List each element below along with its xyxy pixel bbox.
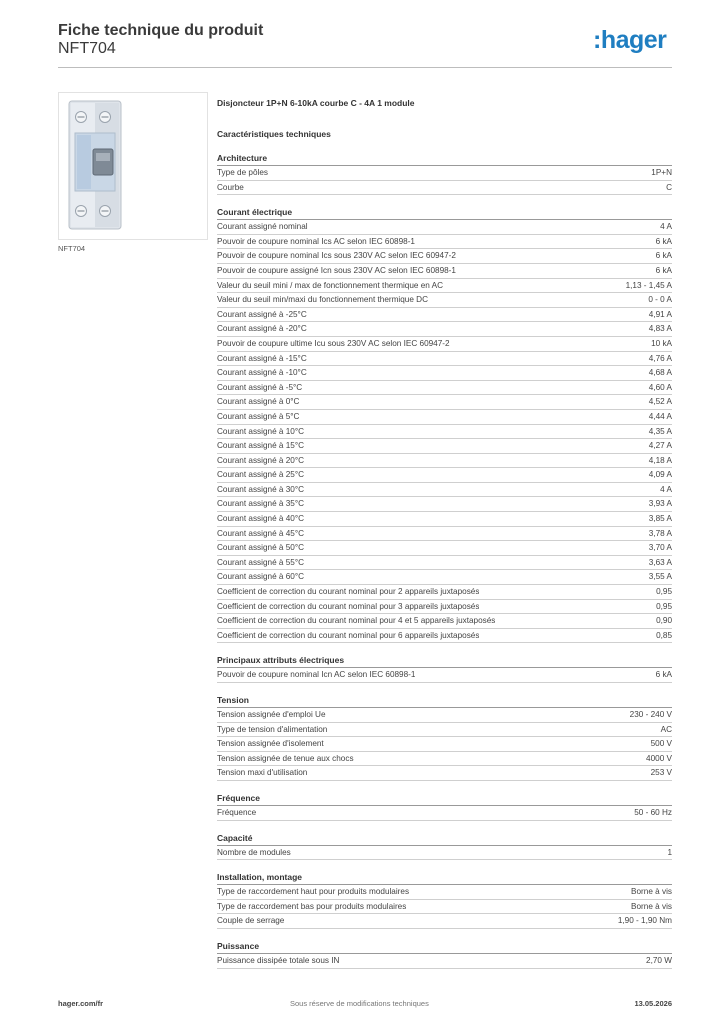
spec-value: Borne à vis: [631, 901, 672, 911]
spec-value: 4,91 A: [648, 309, 672, 319]
spec-value: 1,13 - 1,45 A: [625, 280, 672, 290]
spec-row: [217, 614, 672, 629]
spec-row: [217, 900, 672, 915]
spec-row: [217, 425, 672, 440]
spec-row: [217, 366, 672, 381]
spec-section: [217, 151, 672, 195]
spec-value: 2,70 W: [646, 955, 672, 965]
spec-label: Courant assigné à 25°C: [217, 470, 305, 480]
spec-row: [217, 541, 672, 556]
spec-section: [217, 791, 672, 821]
section-title: Architecture: [217, 151, 672, 166]
spec-value: 4000 V: [646, 753, 672, 763]
spec-value: 3,78 A: [648, 528, 672, 538]
page-title: Fiche technique du produit: [58, 22, 264, 39]
spec-row: [217, 668, 672, 683]
spec-row: [217, 337, 672, 352]
spec-value: 4,76 A: [648, 353, 672, 363]
spec-row: [217, 483, 672, 498]
spec-row: [217, 235, 672, 250]
spec-row: [217, 600, 672, 615]
spec-value: 4,27 A: [648, 441, 672, 451]
spec-label: Courant assigné à -20°C: [217, 324, 307, 334]
spec-label: Courant assigné à 55°C: [217, 557, 305, 567]
spec-row: [217, 914, 672, 929]
section-title: Courant électrique: [217, 205, 672, 220]
spec-label: Tension assignée d'emploi Ue: [217, 710, 326, 719]
spec-label: Courant assigné à 45°C: [217, 528, 305, 538]
spec-label: Type de raccordement haut pour produits modulaires: [217, 887, 410, 897]
product-title: Disjoncteur 1P+N 6-10kA courbe C - 4A 1 module: [217, 98, 415, 108]
characteristics-heading: Caractéristiques techniques: [217, 129, 331, 139]
spec-row: [217, 556, 672, 571]
spec-row: [217, 527, 672, 542]
spec-row: [217, 629, 672, 644]
footer-disclaimer: Sous réserve de modifications techniques: [290, 999, 429, 1008]
spec-value: 0,85: [656, 630, 672, 640]
spec-value: AC: [660, 724, 672, 734]
spec-label: Courant assigné à 30°C: [217, 484, 305, 494]
spec-value: 3,70 A: [648, 543, 672, 553]
spec-value: 1,90 - 1,90 Nm: [617, 916, 672, 926]
spec-row: [217, 181, 672, 196]
spec-value: 6 kA: [655, 236, 672, 246]
spec-value: 0,95: [656, 601, 672, 611]
spec-value: 6 kA: [655, 670, 672, 680]
spec-label: Coefficient de correction du courant nominal pour 3 appareils juxtaposés: [217, 601, 480, 611]
spec-row: [217, 454, 672, 469]
spec-label: Valeur du seuil mini / max de fonctionnement thermique en AC: [217, 280, 444, 290]
spec-value: 3,55 A: [648, 572, 672, 582]
section-title: Tension: [217, 693, 672, 708]
spec-row: [217, 249, 672, 264]
spec-label: Courant assigné à -15°C: [217, 353, 307, 363]
spec-row: [217, 293, 672, 308]
spec-label: Coefficient de correction du courant nominal pour 2 appareils juxtaposés: [217, 587, 480, 597]
spec-sheet: [217, 96, 672, 979]
spec-row: [217, 737, 672, 752]
section-title: Capacité: [217, 831, 672, 846]
spec-value: 50 - 60 Hz: [634, 807, 672, 817]
spec-sections: [217, 151, 672, 969]
spec-value: 3,85 A: [648, 514, 672, 524]
spec-label: Tension maxi d'utilisation: [217, 768, 308, 778]
spec-label: Courant assigné à -5°C: [217, 382, 303, 392]
spec-label: Courant assigné à 15°C: [217, 441, 305, 451]
spec-row: [217, 954, 672, 969]
spec-value: 4,68 A: [648, 368, 672, 378]
spec-label: Courant assigné à 0°C: [217, 397, 300, 407]
spec-row: [217, 806, 672, 821]
spec-label: Courant assigné à -10°C: [217, 368, 307, 378]
spec-row: [217, 410, 672, 425]
spec-value: Borne à vis: [631, 887, 672, 897]
spec-label: Courant assigné à -25°C: [217, 309, 307, 319]
spec-row: [217, 585, 672, 600]
spec-row: [217, 279, 672, 294]
spec-label: Courant assigné nominal: [217, 222, 308, 232]
spec-label: Pouvoir de coupure nominal Ics sous 230V AC selon IEC 60947-2: [217, 251, 456, 261]
spec-value: 0 - 0 A: [648, 295, 672, 305]
spec-section: [217, 870, 672, 929]
spec-value: 253 V: [650, 768, 672, 778]
spec-label: Coefficient de correction du courant nominal pour 6 appareils juxtaposés: [217, 630, 480, 640]
spec-value: 4 A: [660, 222, 672, 232]
spec-value: 230 - 240 V: [629, 710, 672, 719]
spec-row: [217, 846, 672, 861]
spec-row: [217, 512, 672, 527]
spec-section: [217, 831, 672, 861]
spec-row: [217, 570, 672, 585]
spec-value: 4,18 A: [648, 455, 672, 465]
spec-value: 1: [667, 847, 672, 857]
spec-label: Courant assigné à 40°C: [217, 514, 305, 524]
spec-value: 0,90: [656, 616, 672, 626]
spec-value: 4,09 A: [648, 470, 672, 480]
spec-value: 6 kA: [655, 251, 672, 261]
spec-label: Pouvoir de coupure nominal Ics AC selon IEC 60898-1: [217, 236, 415, 246]
spec-label: Courbe: [217, 182, 244, 192]
spec-row: [217, 381, 672, 396]
spec-value: C: [666, 182, 672, 192]
product-image-caption: NFT704: [58, 244, 86, 253]
spec-row: [217, 468, 672, 483]
section-title: Installation, montage: [217, 870, 672, 885]
spec-label: Tension assignée d'isolement: [217, 739, 324, 749]
spec-value: 4,60 A: [648, 382, 672, 392]
spec-label: Fréquence: [217, 807, 257, 817]
spec-label: Type de raccordement bas pour produits modulaires: [217, 901, 407, 911]
spec-value: 4,35 A: [648, 426, 672, 436]
spec-row: [217, 322, 672, 337]
spec-label: Couple de serrage: [217, 916, 285, 926]
spec-value: 500 V: [650, 739, 672, 749]
spec-row: [217, 166, 672, 181]
spec-value: 3,93 A: [648, 499, 672, 509]
spec-label: Courant assigné à 20°C: [217, 455, 305, 465]
spec-value: 0,95: [656, 587, 672, 597]
spec-label: Puissance dissipée totale sous IN: [217, 955, 340, 965]
section-title: Principaux attributs électriques: [217, 653, 672, 668]
spec-label: Pouvoir de coupure ultime Icu sous 230V AC selon IEC 60947-2: [217, 338, 450, 348]
spec-section: [217, 205, 672, 643]
spec-row: [217, 352, 672, 367]
spec-row: [217, 708, 672, 723]
spec-label: Courant assigné à 35°C: [217, 499, 305, 509]
spec-value: 4,44 A: [648, 411, 672, 421]
spec-value: 4,83 A: [648, 324, 672, 334]
section-title: Puissance: [217, 939, 672, 954]
spec-label: Courant assigné à 10°C: [217, 426, 305, 436]
spec-value: 3,63 A: [648, 557, 672, 567]
spec-label: Courant assigné à 5°C: [217, 411, 300, 421]
spec-value: 4 A: [660, 484, 672, 494]
spec-row: [217, 439, 672, 454]
footer-date: 13.05.2026: [634, 999, 672, 1008]
spec-value: 6 kA: [655, 265, 672, 275]
spec-row: [217, 220, 672, 235]
spec-row: [217, 395, 672, 410]
spec-value: 1P+N: [651, 168, 672, 177]
section-title: Fréquence: [217, 791, 672, 806]
spec-value: 4,52 A: [648, 397, 672, 407]
spec-section: [217, 939, 672, 969]
spec-label: Type de pôles: [217, 168, 268, 177]
spec-row: [217, 766, 672, 781]
spec-section: [217, 693, 672, 781]
product-reference: NFT704: [58, 40, 116, 57]
spec-row: [217, 264, 672, 279]
spec-label: Tension assignée de tenue aux chocs: [217, 753, 354, 763]
spec-section: [217, 653, 672, 683]
spec-label: Nombre de modules: [217, 847, 291, 857]
spec-row: [217, 497, 672, 512]
spec-label: Coefficient de correction du courant nominal pour 4 et 5 appareils juxtaposés: [217, 616, 496, 626]
spec-label: Courant assigné à 60°C: [217, 572, 305, 582]
spec-row: [217, 752, 672, 767]
spec-value: 10 kA: [651, 338, 672, 348]
spec-row: [217, 308, 672, 323]
hager-logo: :hager: [593, 26, 667, 54]
spec-label: Type de tension d'alimentation: [217, 724, 328, 734]
spec-label: Pouvoir de coupure assigné Icn sous 230V AC selon IEC 60898-1: [217, 265, 456, 275]
spec-label: Courant assigné à 50°C: [217, 543, 305, 553]
circuit-breaker-illustration: [59, 93, 207, 239]
header-divider: [58, 67, 672, 68]
spec-row: [217, 723, 672, 738]
spec-label: Valeur du seuil min/maxi du fonctionnement thermique DC: [217, 295, 429, 305]
spec-row: [217, 885, 672, 900]
footer-website: hager.com/fr: [58, 999, 104, 1008]
product-image: [58, 92, 208, 240]
spec-label: Pouvoir de coupure nominal Icn AC selon IEC 60898-1: [217, 670, 416, 680]
